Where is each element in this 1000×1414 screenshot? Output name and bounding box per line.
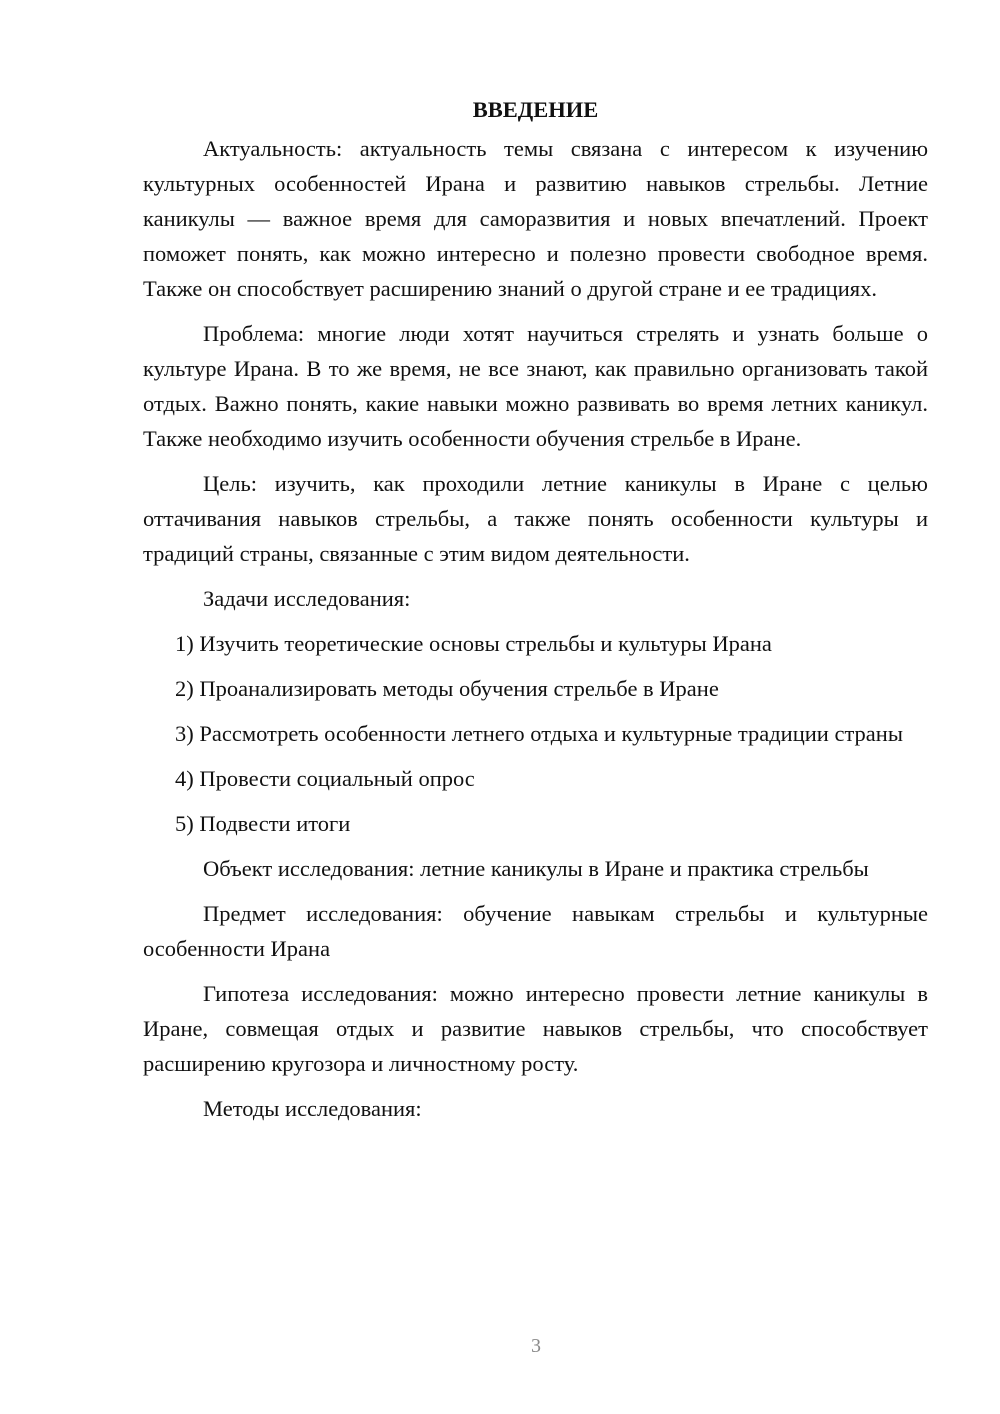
task-item-4: 4) Провести социальный опрос: [175, 766, 475, 791]
goal-paragraph: Цель: изучить, как проходили летние каникулы в Иране с целью оттачивания навыков стрельбы, а также понять особенности культуры и традиций страны, связанные с этим видом деятельности.: [143, 471, 928, 566]
task-item-5: 5) Подвести итоги: [175, 811, 351, 836]
methods-heading: Методы исследования:: [203, 1096, 422, 1121]
object-paragraph: Объект исследования: летние каникулы в Иране и практика стрельбы: [203, 856, 869, 881]
page-number: 3: [531, 1335, 541, 1357]
task-item-2: 2) Проанализировать методы обучения стрельбе в Иране: [175, 676, 719, 701]
hypothesis-paragraph: Гипотеза исследования: можно интересно провести летние каникулы в Иране, совмещая отдых и развитие навыков стрельбы, что способствует расширению кругозора и личностному росту.: [143, 981, 928, 1076]
tasks-heading: Задачи исследования:: [203, 586, 411, 611]
document-page: [143, 92, 928, 1136]
subject-paragraph: Предмет исследования: обучение навыкам стрельбы и культурные особенности Ирана: [143, 901, 928, 961]
task-item-1: 1) Изучить теоретические основы стрельбы и культуры Ирана: [175, 631, 772, 656]
relevance-paragraph: Актуальность: актуальность темы связана с интересом к изучению культурных особенностей Ирана и развитию навыков стрельбы. Летние каникулы — важное время для саморазвития и новых впечатлений. Проект поможет понять, как можно интересно и полезно провести свободное время. Также он способствует расширению знаний о другой стране и ее традициях.: [143, 136, 928, 301]
task-item-3: 3) Рассмотреть особенности летнего отдыха и культурные традиции страны: [175, 721, 903, 746]
problem-paragraph: Проблема: многие люди хотят научиться стрелять и узнать больше о культуре Ирана. В то же время, не все знают, как правильно организовать такой отдых. Важно понять, какие навыки можно развивать во время летних каникул. Также необходимо изучить особенности обучения стрельбе в Иране.: [143, 321, 928, 451]
page-title: ВВЕДЕНИЕ: [472, 97, 599, 122]
